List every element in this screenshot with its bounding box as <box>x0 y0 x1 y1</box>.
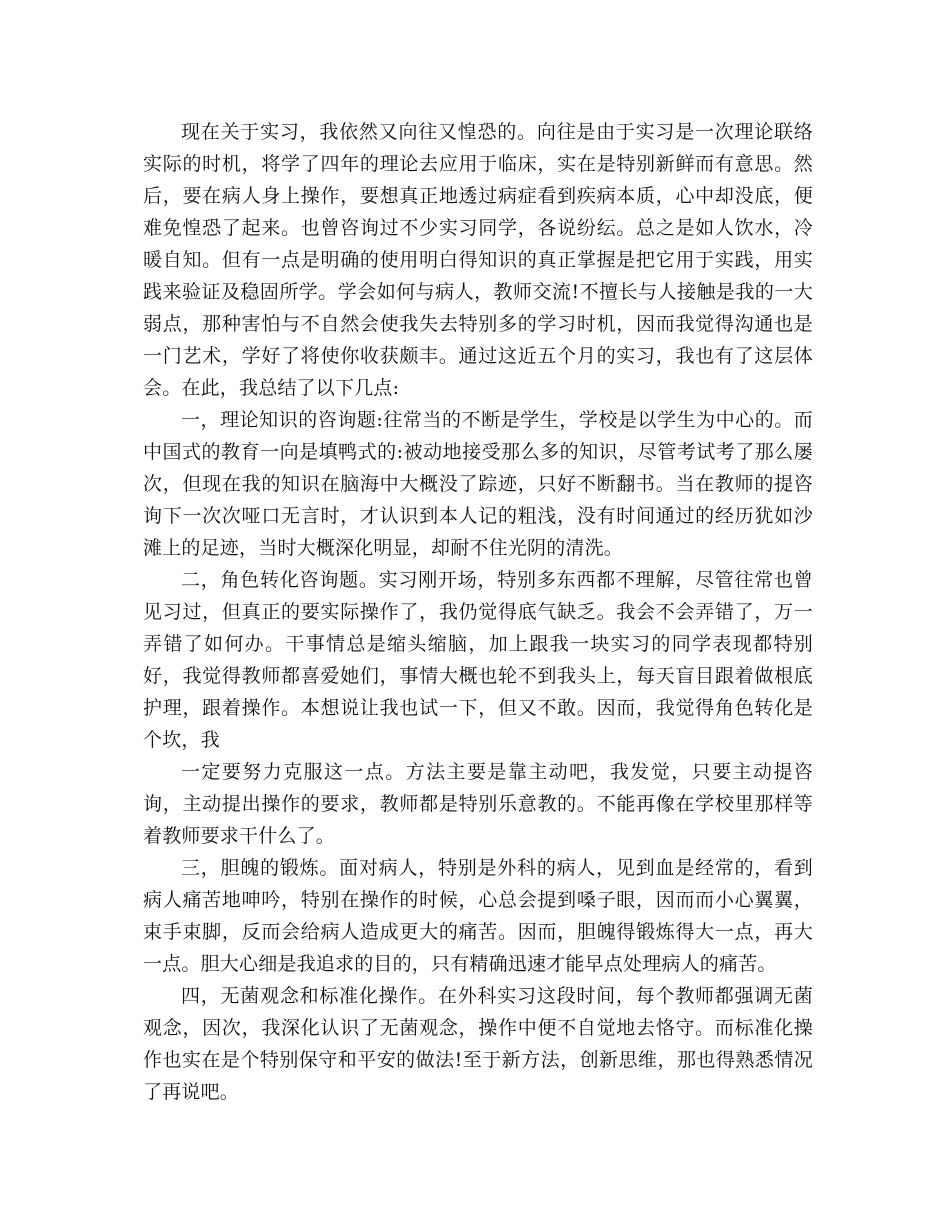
document-body <box>143 116 813 1108</box>
paragraph-intro: 现在关于实习，我依然又向往又惶恐的。向往是由于实习是一次理论联络实际的时机，将学了四年的理论去应用于临床，实在是特别新鲜而有意思。然后，要在病人身上操作，要想真正地透过病症看到疾病本质，心中却没底，便难免惶恐了起来。也曾咨询过不少实习同学，各说纷纭。总之是如人饮水，冷暖自知。但有一点是明确的使用明白得知识的真正掌握是把它用于实践，用实践来验证及稳固所学。学会如何与病人，教师交流!不擅长与人接触是我的一大弱点，那种害怕与不自然会使我失去特别多的学习时机，因而我觉得沟通也是一门艺术，学好了将使你收获颇丰。通过这近五个月的实习，我也有了这层体会。在此，我总结了以下几点: <box>143 121 813 399</box>
paragraph-courage-training: 三，胆魄的锻炼。面对病人，特别是外科的病人，见到血是经常的，看到病人痛苦地呻吟，特别在操作的时候，心总会提到嗓子眼，因而而小心翼翼，束手束脚，反而会给病人造成更大的痛苦。因而，胆魄得锻炼得大一点，再大一点。胆大心细是我追求的目的，只有精确迅速才能早点处理病人的痛苦。 <box>143 857 813 975</box>
paragraph-aseptic-standard-operation: 四，无菌观念和标准化操作。在外科实习这段时间，每个教师都强调无菌观念，因次，我深化认识了无菌观念，操作中便不自觉地去恪守。而标准化操作也实在是个特别保守和平安的做法!至于新方法，创新思维，那也得熟悉情况了再说吧。 <box>143 985 813 1103</box>
paragraph-theory-knowledge: 一，理论知识的咨询题:往常当的不断是学生，学校是以学生为中心的。而中国式的教育一向是填鸭式的:被动地接受那么多的知识，尽管考试考了那么屡次，但现在我的知识在脑海中大概没了踪迹，只好不断翻书。当在教师的提咨询下一次次哑口无言时，才认识到本人记的粗浅，没有时间通过的经历犹如沙滩上的足迹，当时大概深化明显，却耐不住光阴的清洗。 <box>143 409 813 559</box>
paragraph-role-transition: 二，角色转化咨询题。实习刚开场，特别多东西都不理解，尽管往常也曾见习过，但真正的要实际操作了，我仍觉得底气缺乏。我会不会弄错了，万一弄错了如何办。干事情总是缩头缩脑，加上跟我一块实习的同学表现都特别好，我觉得教师都喜爱她们，事情大概也轮不到我头上，每天盲目跟着做根底护理，跟着操作。本想说让我也试一下，但又不敢。因而，我觉得角色转化是个坎，我 <box>143 569 813 751</box>
paragraph-take-initiative: 一定要努力克服这一点。方法主要是靠主动吧，我发觉，只要主动提咨询，主动提出操作的要求，教师都是特别乐意教的。不能再像在学校里那样等着教师要求干什么了。 <box>143 761 813 847</box>
